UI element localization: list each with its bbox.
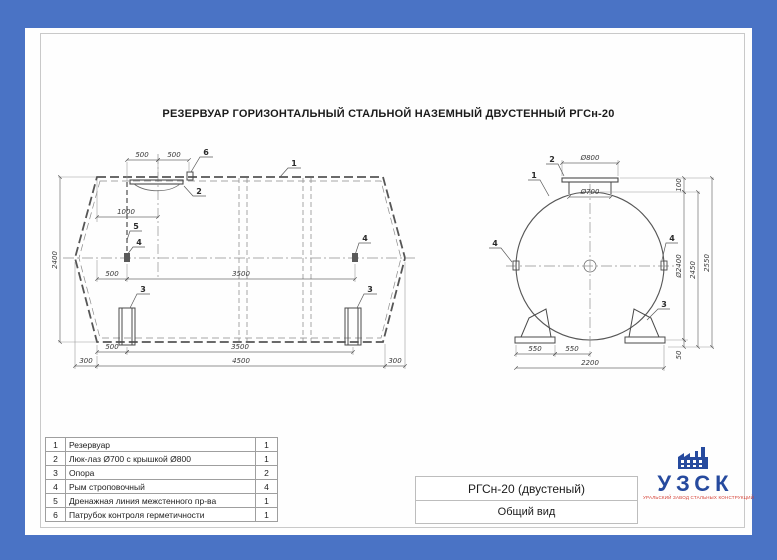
factory-icon [676,447,710,469]
part-name: Патрубок контроля герметичности [66,508,256,522]
end-view [489,154,714,371]
side-view [51,148,415,369]
dim-cone-right: 300 [388,357,402,365]
dim-height-shell: 2450 [689,261,697,279]
dim-diameter: Ø2400 [675,254,683,278]
dim-height-total: 2550 [703,254,711,272]
callout-4-end-right: 4 [669,234,675,243]
part-qty: 1 [256,508,278,522]
dim-height: 2400 [51,251,59,269]
control-nozzle [187,172,193,180]
supports-side [119,308,361,345]
part-qty: 1 [256,494,278,508]
part-qty: 1 [256,438,278,452]
dim-neck-height: 100 [675,178,683,192]
dim-cover: Ø800 [580,154,600,162]
part-num: 2 [46,452,66,466]
model-designation: РГСн-20 (двустеный) [416,477,637,501]
callout-3-right: 3 [367,285,373,294]
extension-lines-side [58,162,405,369]
callout-6: 6 [203,148,209,157]
dim-support-height: 50 [675,350,683,360]
part-num: 6 [46,508,66,522]
callout-4-right: 4 [362,234,368,243]
dim-rym-offset: 500 [105,270,119,278]
dim-shell-length: 4500 [232,357,250,365]
drawing-sheet [25,28,755,535]
table-row [46,480,278,494]
weld-seam-lines [239,178,311,341]
manhole-plate [130,180,183,184]
callout-2-end: 2 [549,155,555,164]
manhole-neck-arc [134,184,180,191]
part-name: Опора [66,466,256,480]
table-row [46,508,278,522]
part-name: Резервуар [66,438,256,452]
part-num: 5 [46,494,66,508]
dim-neck: Ø700 [580,188,600,196]
logo-text: УЗСК [657,471,734,496]
callout-4-end-left: 4 [492,239,498,248]
callout-2: 2 [196,187,202,196]
dim-support-offset: 500 [105,343,119,351]
dim-manhole-left: 500 [135,151,149,159]
part-num: 1 [46,438,66,452]
table-row [46,452,278,466]
table-row [46,438,278,452]
callout-4-left: 4 [136,238,142,247]
title-block [415,476,638,524]
dim-manhole-offset: 1000 [117,208,135,216]
dim-base-right: 550 [565,345,579,353]
dim-base-width: 2200 [581,359,599,367]
dimension-lines-side [60,160,405,366]
drawing-title: РЕЗЕРВУАР ГОРИЗОНТАЛЬНЫЙ СТАЛЬНОЙ НАЗЕМНЫЙ ДВУСТЕННЫЙ РГСн-20 [162,108,615,120]
callout-3-left: 3 [140,285,146,294]
rym-left [124,253,130,262]
part-qty: 4 [256,480,278,494]
view-name: Общий вид [497,506,556,518]
callout-5: 5 [133,222,139,231]
callout-3-end: 3 [661,300,667,309]
part-name: Люк-лаз Ø700 с крышкой Ø800 [66,452,256,466]
table-row [46,466,278,480]
parts-table [45,437,278,522]
dim-base-left: 550 [528,345,542,353]
callout-1: 1 [291,159,297,168]
part-num: 4 [46,480,66,494]
part-qty: 1 [256,452,278,466]
part-qty: 2 [256,466,278,480]
callout-1-end: 1 [531,171,537,180]
dim-rym-spacing: 3500 [232,270,250,278]
company-logo [643,447,755,500]
manhole-cover [562,178,618,182]
table-row [46,494,278,508]
part-num: 3 [46,466,66,480]
part-name: Рым строповочный [66,480,256,494]
center-axes [506,184,674,350]
dim-support-spacing: 3500 [231,343,249,351]
dim-cone-left: 300 [79,357,93,365]
dim-manhole-right: 500 [167,151,181,159]
part-name: Дренажная линия межстенного пр-ва [66,494,256,508]
logo-subtitle: УРАЛЬСКИЙ ЗАВОД СТАЛЬНЫХ КОНСТРУКЦИЙ [643,495,755,500]
